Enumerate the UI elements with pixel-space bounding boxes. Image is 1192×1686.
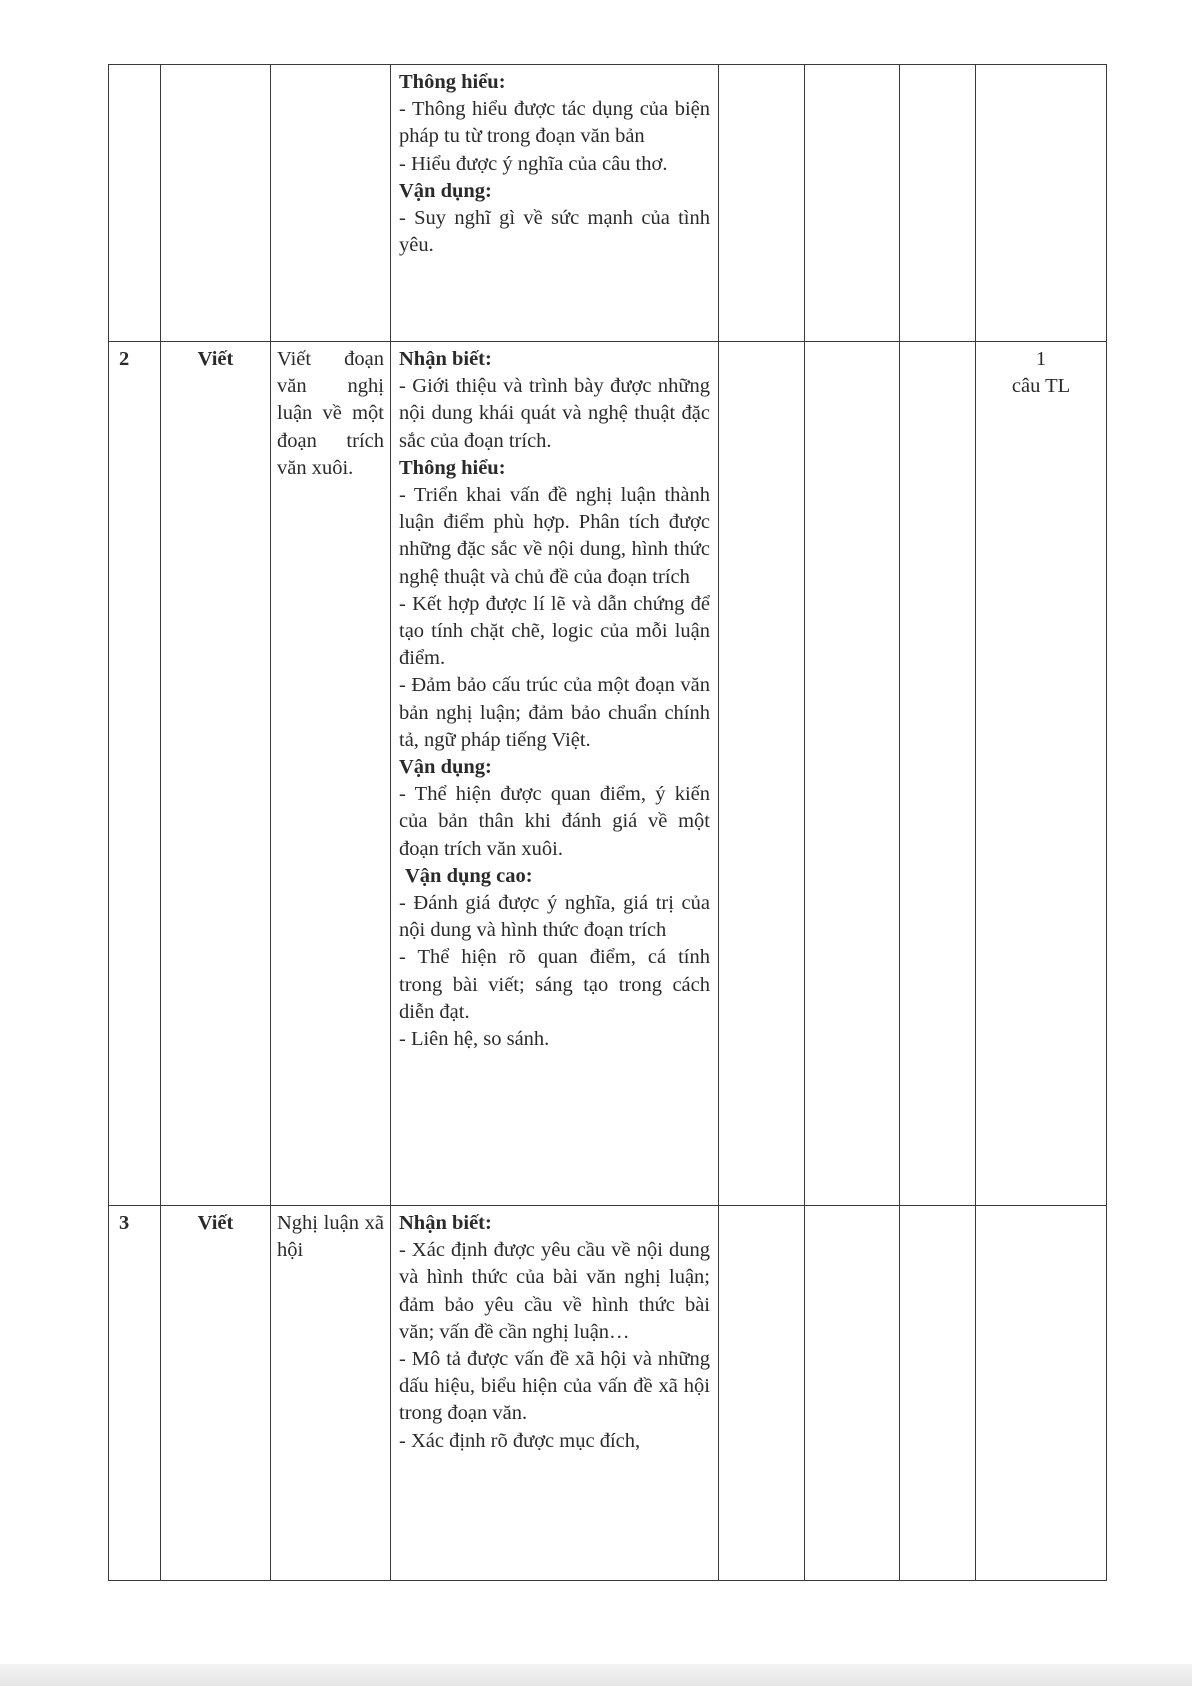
level-count-cell [900, 65, 976, 342]
skill-cell: Viết [161, 342, 271, 1206]
cognitive-level-heading: Thông hiểu: [399, 71, 506, 93]
content-unit-cell: Viết đoạn văn nghị luận về một đoạn trích văn xuôi. [271, 342, 391, 1206]
requirement-line: - Thể hiện được quan điểm, ý kiến của bản thân khi đánh giá về một đoạn trích văn xuôi. [399, 783, 710, 860]
specification-table [108, 64, 1107, 1581]
question-count-cell [976, 342, 1107, 1206]
row-number: 3 [109, 1206, 161, 1581]
table-row [109, 65, 1107, 342]
cognitive-level-heading: Vận dụng: [399, 756, 492, 779]
requirement-line: - Thông hiểu được tác dụng của biện pháp tu từ trong đoạn văn bản [399, 98, 710, 148]
requirement-line: - Mô tả được vấn đề xã hội và những dấu hiệu, biểu hiện của vấn đề xã hội trong đoạn văn. [399, 1348, 710, 1425]
cognitive-level-heading: Thông hiểu: [399, 456, 506, 479]
requirement-description-cell [391, 342, 719, 1206]
requirement-line: - Liên hệ, so sánh. [399, 1028, 550, 1051]
cognitive-level-heading: Vận dụng cao: [405, 864, 533, 887]
page-bottom-edge [0, 1664, 1192, 1686]
requirement-line: - Đảm bảo cấu trúc của một đoạn văn bản nghị luận; đảm bảo chuẩn chính tả, ngữ pháp tiếng Việt. [399, 674, 710, 751]
level-count-cell [900, 342, 976, 1206]
level-count-cell [900, 1206, 976, 1581]
level-count-cell [719, 65, 805, 342]
level-count-cell [805, 342, 900, 1206]
skill-cell: Viết [161, 1206, 271, 1581]
cognitive-level-heading: Nhận biết: [399, 348, 492, 370]
cognitive-level-heading: Vận dụng: [399, 179, 492, 202]
requirement-line: - Hiểu được ý nghĩa của câu thơ. [399, 152, 668, 175]
row-number: 2 [109, 342, 161, 1206]
question-count-text: 1 [1035, 348, 1047, 370]
content-unit-cell: Nghị luận xã hội [271, 1206, 391, 1581]
requirement-line: - Xác định được yêu cầu về nội dung và hình thức của bài văn nghị luận; đảm bảo yêu cầu về hình thức bài văn; vấn đề cần nghị luận… [399, 1239, 710, 1343]
level-count-cell [719, 1206, 805, 1581]
level-count-cell [805, 1206, 900, 1581]
content-unit-cell [271, 65, 391, 342]
skill-cell [161, 65, 271, 342]
requirement-line: - Kết hợp được lí lẽ và dẫn chứng để tạo tính chặt chẽ, logic của mỗi luận điểm. [399, 592, 710, 670]
table-body [109, 65, 1107, 1581]
question-count-text: câu TL [1011, 375, 1071, 398]
requirement-line: - Triển khai vấn đề nghị luận thành luận điểm phù hợp. Phân tích được những đặc sắc về nội dung, hình thức nghệ thuật và chủ đề của đoạn trích [399, 484, 710, 588]
row-number [109, 65, 161, 342]
requirement-line: - Giới thiệu và trình bày được những nội dung khái quát và nghệ thuật đặc sắc của đoạn trích. [399, 375, 710, 452]
table-row [109, 1206, 1107, 1581]
requirement-line: - Xác định rõ được mục đích, [399, 1429, 641, 1452]
requirement-description-cell [391, 65, 719, 342]
question-count-cell [976, 65, 1107, 342]
question-count-cell [976, 1206, 1107, 1581]
requirement-description-cell [391, 1206, 719, 1581]
table-row [109, 342, 1107, 1206]
requirement-line: - Thể hiện rõ quan điểm, cá tính trong bài viết; sáng tạo trong cách diễn đạt. [399, 946, 710, 1023]
requirement-line: - Suy nghĩ gì về sức mạnh của tình yêu. [399, 207, 710, 257]
requirement-line: - Đánh giá được ý nghĩa, giá trị của nội dung và hình thức đoạn trích [399, 892, 710, 942]
level-count-cell [805, 65, 900, 342]
level-count-cell [719, 342, 805, 1206]
cognitive-level-heading: Nhận biết: [399, 1212, 492, 1234]
